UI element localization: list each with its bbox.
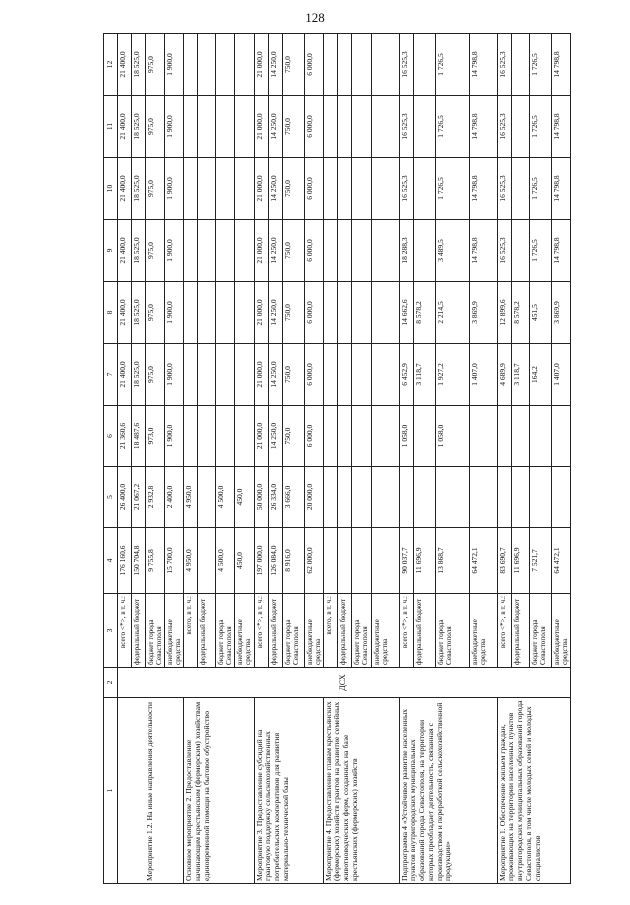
amount-cell: 4 950,0 — [184, 528, 198, 594]
amount-cell — [184, 220, 198, 282]
amount-cell — [184, 406, 198, 467]
amount-cell — [351, 406, 371, 467]
amount-cell: 21 067,2 — [132, 467, 146, 528]
amount-cell: 21 400,0 — [118, 96, 132, 158]
column-header-2: 2 — [104, 668, 118, 698]
amount-cell: 14 798,8 — [551, 158, 570, 220]
column-header-6: 6 — [104, 406, 118, 467]
amount-cell: 451,5 — [529, 282, 551, 344]
amount-cell: 16 525,3 — [399, 158, 413, 220]
amount-cell: 14 798,8 — [551, 220, 570, 282]
amount-cell: 62 000,0 — [304, 528, 323, 594]
funding-source: всего, в т. ч.: — [323, 594, 337, 668]
amount-cell: 21 400,0 — [118, 282, 132, 344]
amount-cell — [198, 34, 216, 96]
amount-cell — [371, 220, 399, 282]
column-header-11: 11 — [104, 96, 118, 158]
amount-cell — [337, 96, 351, 158]
amount-cell: 1 726,5 — [435, 34, 469, 96]
amount-cell: 1 407,0 — [469, 344, 497, 406]
amount-cell — [551, 406, 570, 467]
amount-cell: 16 525,3 — [497, 158, 511, 220]
amount-cell — [235, 34, 254, 96]
amount-cell — [511, 158, 529, 220]
amount-cell: 6 000,0 — [304, 220, 323, 282]
amount-cell: 973,0 — [146, 406, 165, 467]
amount-cell: 14 250,0 — [268, 158, 282, 220]
amount-cell: 21 000,0 — [254, 34, 268, 96]
header-row — [104, 34, 118, 884]
amount-cell: 6 000,0 — [304, 344, 323, 406]
amount-cell: 1 900,0 — [165, 406, 184, 467]
amount-cell: 1 900,0 — [165, 220, 184, 282]
amount-cell: 126 084,0 — [268, 528, 282, 594]
amount-cell: 1 726,5 — [435, 96, 469, 158]
amount-cell: 1 407,0 — [551, 344, 570, 406]
amount-cell: 18 525,0 — [132, 282, 146, 344]
funding-source: внебюджетные средства — [304, 594, 323, 668]
table-row — [254, 34, 268, 884]
amount-cell — [337, 344, 351, 406]
amount-cell: 14 798,8 — [469, 96, 497, 158]
amount-cell: 1 900,0 — [165, 158, 184, 220]
amount-cell: 11 696,9 — [413, 528, 435, 594]
amount-cell: 21 400,0 — [118, 220, 132, 282]
amount-cell: 14 250,0 — [268, 282, 282, 344]
measure-name: Основное мероприятие 2. Предоставление начинающим крестьянским (фермерским) хозяйствам единовременной помощи на бытовое обустройство — [184, 698, 254, 884]
rotated-table — [103, 34, 569, 884]
amount-cell — [235, 220, 254, 282]
amount-cell: 14 250,0 — [268, 220, 282, 282]
amount-cell — [198, 528, 216, 594]
funding-source: федеральный бюджет — [337, 594, 351, 668]
amount-cell — [198, 158, 216, 220]
amount-cell — [216, 220, 235, 282]
amount-cell: 6 000,0 — [304, 96, 323, 158]
amount-cell: 18 525,0 — [132, 158, 146, 220]
amount-cell: 4 689,9 — [497, 344, 511, 406]
amount-cell: 750,0 — [282, 282, 304, 344]
measure-name: Мероприятие 1. Обеспечение жильем граждан, проживающих на территории населенных пунктов внутригородских муниципальных образований города Севастополя, в том числе молодых семей и молодых специалистов — [497, 698, 570, 884]
amount-cell — [399, 467, 413, 528]
amount-cell — [198, 96, 216, 158]
amount-cell: 18 487,6 — [132, 406, 146, 467]
amount-cell: 750,0 — [282, 344, 304, 406]
amount-cell — [198, 282, 216, 344]
amount-cell: 1 726,5 — [529, 34, 551, 96]
amount-cell: 21 000,0 — [254, 158, 268, 220]
amount-cell: 6 000,0 — [304, 406, 323, 467]
amount-cell — [413, 158, 435, 220]
funding-source: всего <*>, в т. ч.: — [254, 594, 268, 668]
amount-cell — [323, 96, 337, 158]
amount-cell: 21 400,0 — [118, 34, 132, 96]
funding-source: бюджет города Севастополя — [282, 594, 304, 668]
amount-cell: 750,0 — [282, 158, 304, 220]
amount-cell — [351, 528, 371, 594]
amount-cell: 50 000,0 — [254, 467, 268, 528]
column-header-8: 8 — [104, 282, 118, 344]
amount-cell — [337, 467, 351, 528]
column-header-7: 7 — [104, 344, 118, 406]
amount-cell: 450,0 — [235, 467, 254, 528]
funding-source: внебюджетные средства — [551, 594, 570, 668]
amount-cell: 176 160,6 — [118, 528, 132, 594]
funding-source: внебюджетные средства — [469, 594, 497, 668]
amount-cell: 2 932,8 — [146, 467, 165, 528]
amount-cell: 21 000,0 — [254, 406, 268, 467]
amount-cell: 16 525,3 — [497, 34, 511, 96]
funding-source: федеральный бюджет — [268, 594, 282, 668]
funding-source: федеральный бюджет — [511, 594, 529, 668]
amount-cell — [337, 158, 351, 220]
amount-cell — [184, 282, 198, 344]
amount-cell: 15 700,0 — [165, 528, 184, 594]
budget-table — [103, 33, 571, 884]
amount-cell: 3 118,7 — [413, 344, 435, 406]
amount-cell — [511, 467, 529, 528]
amount-cell: 20 000,0 — [304, 467, 323, 528]
amount-cell: 16 525,3 — [399, 96, 413, 158]
amount-cell: 14 798,8 — [469, 34, 497, 96]
amount-cell — [216, 406, 235, 467]
amount-cell: 2 400,0 — [165, 467, 184, 528]
amount-cell — [529, 467, 551, 528]
funding-source: бюджет города Севастополя — [216, 594, 235, 668]
amount-cell: 6 452,9 — [399, 344, 413, 406]
amount-cell — [337, 528, 351, 594]
amount-cell — [184, 158, 198, 220]
funding-source: внебюджетные средства — [165, 594, 184, 668]
amount-cell: 14 250,0 — [268, 96, 282, 158]
amount-cell — [371, 34, 399, 96]
amount-cell: 750,0 — [282, 220, 304, 282]
amount-cell: 1 726,5 — [529, 96, 551, 158]
table-body — [118, 34, 571, 884]
amount-cell — [198, 344, 216, 406]
amount-cell — [371, 158, 399, 220]
amount-cell: 750,0 — [282, 96, 304, 158]
amount-cell — [216, 344, 235, 406]
amount-cell — [337, 282, 351, 344]
amount-cell: 1 900,0 — [165, 282, 184, 344]
amount-cell: 16 525,3 — [497, 220, 511, 282]
measure-name: Мероприятие 1.2. На иные направления деятельности — [118, 698, 184, 884]
amount-cell: 6 000,0 — [304, 34, 323, 96]
amount-cell — [323, 34, 337, 96]
amount-cell: 3 489,5 — [435, 220, 469, 282]
amount-cell: 2 214,5 — [435, 282, 469, 344]
amount-cell: 11 696,9 — [511, 528, 529, 594]
amount-cell: 3 869,9 — [551, 282, 570, 344]
funding-source: бюджет города Севастополя — [146, 594, 165, 668]
amount-cell — [413, 467, 435, 528]
amount-cell: 83 690,7 — [497, 528, 511, 594]
amount-cell — [216, 158, 235, 220]
column-header-1: 1 — [104, 698, 118, 884]
rotated-table-container — [103, 34, 569, 884]
amount-cell — [198, 406, 216, 467]
amount-cell: 26 400,0 — [118, 467, 132, 528]
amount-cell: 90 037,7 — [399, 528, 413, 594]
amount-cell — [351, 467, 371, 528]
funding-source: всего <*>, в т. ч.: — [118, 594, 132, 668]
funding-source: федеральный бюджет — [198, 594, 216, 668]
amount-cell — [371, 282, 399, 344]
amount-cell: 975,0 — [146, 220, 165, 282]
amount-cell: 1 726,5 — [529, 158, 551, 220]
amount-cell: 14 798,8 — [551, 34, 570, 96]
amount-cell: 21 000,0 — [254, 282, 268, 344]
amount-cell: 6 000,0 — [304, 282, 323, 344]
amount-cell — [323, 344, 337, 406]
amount-cell: 975,0 — [146, 158, 165, 220]
funding-source: федеральный бюджет — [413, 594, 435, 668]
amount-cell: 8 578,2 — [511, 282, 529, 344]
amount-cell: 1 900,0 — [165, 96, 184, 158]
measure-name: Подпрограмма 4 «Устойчивое развитие населенных пунктов внутригородских муниципальных образований города Севастополя, на территории которых преобладает деятельность, связанная с производством и переработкой сельскохозяйственной продукции» — [399, 698, 497, 884]
column-header-12: 12 — [104, 34, 118, 96]
amount-cell — [497, 406, 511, 467]
executor-cell: ДСХ — [118, 668, 571, 698]
amount-cell — [351, 282, 371, 344]
amount-cell: 21 400,0 — [118, 158, 132, 220]
column-header-9: 9 — [104, 220, 118, 282]
amount-cell: 1 726,5 — [435, 158, 469, 220]
amount-cell: 1 726,5 — [529, 220, 551, 282]
amount-cell: 1 900,0 — [165, 344, 184, 406]
amount-cell — [216, 282, 235, 344]
amount-cell — [413, 34, 435, 96]
column-header-10: 10 — [104, 158, 118, 220]
amount-cell — [413, 96, 435, 158]
amount-cell: 21 000,0 — [254, 220, 268, 282]
amount-cell: 16 525,3 — [399, 34, 413, 96]
amount-cell: 750,0 — [282, 406, 304, 467]
amount-cell: 1 900,0 — [165, 34, 184, 96]
amount-cell: 26 334,0 — [268, 467, 282, 528]
amount-cell — [497, 467, 511, 528]
amount-cell — [413, 406, 435, 467]
amount-cell: 21 000,0 — [254, 96, 268, 158]
amount-cell: 975,0 — [146, 96, 165, 158]
amount-cell: 14 798,8 — [469, 158, 497, 220]
amount-cell — [529, 406, 551, 467]
funding-source: всего <*>, в т. ч.: — [399, 594, 413, 668]
amount-cell — [184, 96, 198, 158]
amount-cell: 750,0 — [282, 34, 304, 96]
amount-cell — [351, 34, 371, 96]
amount-cell: 450,0 — [235, 528, 254, 594]
amount-cell — [371, 467, 399, 528]
amount-cell: 975,0 — [146, 344, 165, 406]
amount-cell: 4 500,0 — [216, 528, 235, 594]
amount-cell — [184, 344, 198, 406]
amount-cell — [351, 96, 371, 158]
amount-cell: 14 662,6 — [399, 282, 413, 344]
amount-cell — [323, 528, 337, 594]
amount-cell: 197 000,0 — [254, 528, 268, 594]
amount-cell — [435, 467, 469, 528]
funding-source: бюджет города Севастополя — [435, 594, 469, 668]
amount-cell — [371, 344, 399, 406]
table-row — [184, 34, 198, 884]
funding-source: внебюджетные средства — [371, 594, 399, 668]
amount-cell — [184, 34, 198, 96]
measure-name: Мероприятие 4. Предоставление главам крестьянских (фермерских) хозяйств грантов на развитие семейных животноводческих ферм, созданных на базе крестьянских (фермерских) хозяйств — [323, 698, 399, 884]
amount-cell: 4 500,0 — [216, 467, 235, 528]
amount-cell: 18 525,0 — [132, 96, 146, 158]
amount-cell: 3 666,0 — [282, 467, 304, 528]
amount-cell — [413, 220, 435, 282]
amount-cell — [371, 406, 399, 467]
amount-cell: 16 525,3 — [497, 96, 511, 158]
amount-cell: 975,0 — [146, 282, 165, 344]
amount-cell — [235, 158, 254, 220]
amount-cell: 18 525,0 — [132, 220, 146, 282]
amount-cell: 7 521,7 — [529, 528, 551, 594]
amount-cell — [511, 406, 529, 467]
amount-cell: 21 000,0 — [254, 344, 268, 406]
amount-cell: 8 916,0 — [282, 528, 304, 594]
amount-cell — [511, 34, 529, 96]
amount-cell: 12 899,6 — [497, 282, 511, 344]
amount-cell — [511, 220, 529, 282]
column-header-3: 3 — [104, 594, 118, 668]
amount-cell — [235, 282, 254, 344]
amount-cell — [351, 344, 371, 406]
amount-cell — [371, 528, 399, 594]
amount-cell: 1 058,0 — [399, 406, 413, 467]
amount-cell: 14 250,0 — [268, 34, 282, 96]
amount-cell — [511, 96, 529, 158]
amount-cell: 14 250,0 — [268, 406, 282, 467]
funding-source: всего <*>, в т. ч.: — [497, 594, 511, 668]
amount-cell: 14 250,0 — [268, 344, 282, 406]
amount-cell — [323, 158, 337, 220]
amount-cell: 21 360,6 — [118, 406, 132, 467]
table-row — [497, 34, 511, 884]
amount-cell — [337, 220, 351, 282]
amount-cell — [323, 467, 337, 528]
amount-cell: 64 472,1 — [551, 528, 570, 594]
amount-cell — [337, 34, 351, 96]
amount-cell: 21 400,0 — [118, 344, 132, 406]
amount-cell: 18 288,3 — [399, 220, 413, 282]
funding-source: внебюджетные средства — [235, 594, 254, 668]
amount-cell: 18 525,0 — [132, 344, 146, 406]
amount-cell: 150 704,8 — [132, 528, 146, 594]
amount-cell — [323, 220, 337, 282]
amount-cell: 164,2 — [529, 344, 551, 406]
amount-cell: 8 578,2 — [413, 282, 435, 344]
amount-cell: 9 755,8 — [146, 528, 165, 594]
column-header-4: 4 — [104, 528, 118, 594]
amount-cell: 64 472,1 — [469, 528, 497, 594]
amount-cell — [198, 220, 216, 282]
amount-cell: 14 798,8 — [551, 96, 570, 158]
column-header-5: 5 — [104, 467, 118, 528]
amount-cell: 4 950,0 — [184, 467, 198, 528]
table-row — [118, 34, 132, 884]
table-row — [399, 34, 413, 884]
amount-cell: 6 000,0 — [304, 158, 323, 220]
amount-cell — [235, 406, 254, 467]
table-row — [323, 34, 337, 884]
amount-cell: 13 868,7 — [435, 528, 469, 594]
amount-cell — [198, 467, 216, 528]
amount-cell: 3 118,7 — [511, 344, 529, 406]
amount-cell: 975,0 — [146, 34, 165, 96]
amount-cell — [216, 96, 235, 158]
amount-cell — [323, 282, 337, 344]
amount-cell — [337, 406, 351, 467]
amount-cell — [323, 406, 337, 467]
amount-cell — [469, 467, 497, 528]
funding-source: федеральный бюджет — [132, 594, 146, 668]
page-number: 128 — [305, 10, 325, 25]
amount-cell: 1 927,2 — [435, 344, 469, 406]
amount-cell: 14 798,8 — [469, 220, 497, 282]
amount-cell — [551, 467, 570, 528]
amount-cell — [469, 406, 497, 467]
amount-cell — [235, 344, 254, 406]
amount-cell — [351, 158, 371, 220]
amount-cell: 3 869,9 — [469, 282, 497, 344]
measure-name: Мероприятие 3. Предоставление субсидий на грантовую поддержку сельскохозяйственных потребительских кооперативов для развития материально-технической базы — [254, 698, 323, 884]
amount-cell — [235, 96, 254, 158]
funding-source: всего, в т. ч.: — [184, 594, 198, 668]
amount-cell — [371, 96, 399, 158]
amount-cell: 1 058,0 — [435, 406, 469, 467]
amount-cell — [351, 220, 371, 282]
funding-source: бюджет города Севастополя — [351, 594, 371, 668]
funding-source: бюджет города Севастополя — [529, 594, 551, 668]
amount-cell — [216, 34, 235, 96]
amount-cell: 18 525,0 — [132, 34, 146, 96]
